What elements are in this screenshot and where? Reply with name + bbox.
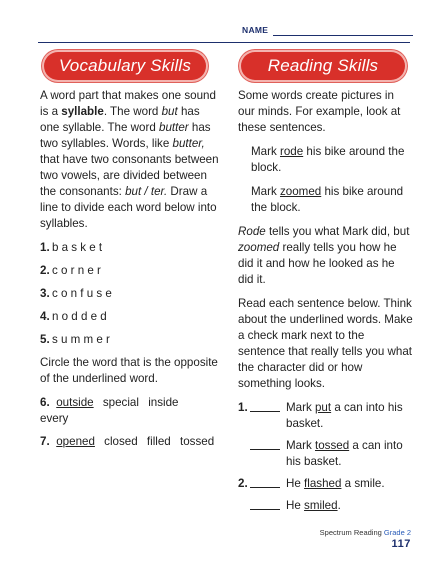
- vocabulary-skills-banner: Vocabulary Skills: [44, 52, 206, 80]
- reading-instructions: Read each sentence below. Think about the underlined words. Make a check mark next to the sentence that really tells you what the character did or how something looks.: [238, 297, 413, 390]
- check-blank[interactable]: [250, 400, 280, 412]
- check-item-2b: He smiled.: [238, 498, 413, 514]
- syllable-item-4: 4. nodded: [40, 310, 110, 323]
- reading-intro: Some words create pictures in our minds. For example, look at these sentences.: [238, 89, 401, 134]
- syllable-item-2: 2. corner: [40, 264, 105, 277]
- check-item-1b: Mark tossed a can into his basket.: [238, 438, 413, 470]
- grade-label: Grade 2: [383, 528, 411, 537]
- term-syllable: syllable: [61, 105, 104, 118]
- example-sentence-2: Mark zoomed his bike around the block.: [251, 185, 404, 214]
- choice-word[interactable]: every: [40, 412, 69, 425]
- opposite-item-7: 7. opened closed filled tossed: [40, 435, 215, 448]
- underlined-word: opened: [56, 435, 95, 448]
- check-blank[interactable]: [250, 476, 280, 488]
- example-sentence-1: Mark rode his bike around the block.: [251, 145, 405, 174]
- circle-instructions: Circle the word that is the opposite of the underlined word.: [40, 356, 218, 385]
- check-item-2a: 2. He flashed a smile.: [238, 477, 385, 490]
- vocabulary-column: [40, 88, 220, 457]
- name-line[interactable]: [273, 35, 413, 36]
- syllable-word[interactable]: nodded: [52, 310, 110, 323]
- syllable-word[interactable]: basket: [52, 241, 106, 254]
- publisher-line: Spectrum Reading Grade 2: [319, 528, 411, 537]
- check-item-1a: 1. Mark put a can into his basket.: [238, 401, 403, 430]
- name-field[interactable]: [242, 24, 417, 38]
- page-footer: [320, 528, 411, 550]
- syllable-word[interactable]: confuse: [52, 287, 116, 300]
- choice-word[interactable]: tossed: [180, 435, 215, 448]
- reading-skills-banner: Reading Skills: [241, 52, 405, 80]
- check-blank[interactable]: [250, 498, 280, 510]
- opposite-item-6: 6. outside special inside every: [40, 396, 179, 425]
- syllable-item-1: 1. basket: [40, 241, 106, 254]
- reading-explanation: Rode tells you what Mark did, but zoomed really tells you how he did it and how he looked as he did it.: [238, 225, 410, 286]
- reading-column: [238, 88, 413, 520]
- syllable-word[interactable]: corner: [52, 264, 105, 277]
- vocab-intro: A word part that makes one sound is a syllable. The word but has one syllable. The word butter has two syllables. Words, like butter, that have two consonants between two vowels, are divided between the consonants: but / ter. Draw a line to divide each word below into syllables.: [40, 89, 219, 230]
- page-number: 117: [391, 538, 411, 550]
- top-rule: [38, 42, 410, 43]
- choice-word[interactable]: closed: [104, 435, 138, 448]
- choice-word[interactable]: inside: [148, 396, 179, 409]
- syllable-word[interactable]: summer: [52, 333, 114, 346]
- check-blank[interactable]: [250, 438, 280, 450]
- choice-word[interactable]: filled: [146, 435, 171, 448]
- underlined-word: outside: [56, 396, 94, 409]
- syllable-item-5: 5. summer: [40, 333, 114, 346]
- choice-word[interactable]: special: [102, 396, 139, 409]
- name-label: NAME: [242, 25, 269, 35]
- syllable-item-3: 3. confuse: [40, 287, 116, 300]
